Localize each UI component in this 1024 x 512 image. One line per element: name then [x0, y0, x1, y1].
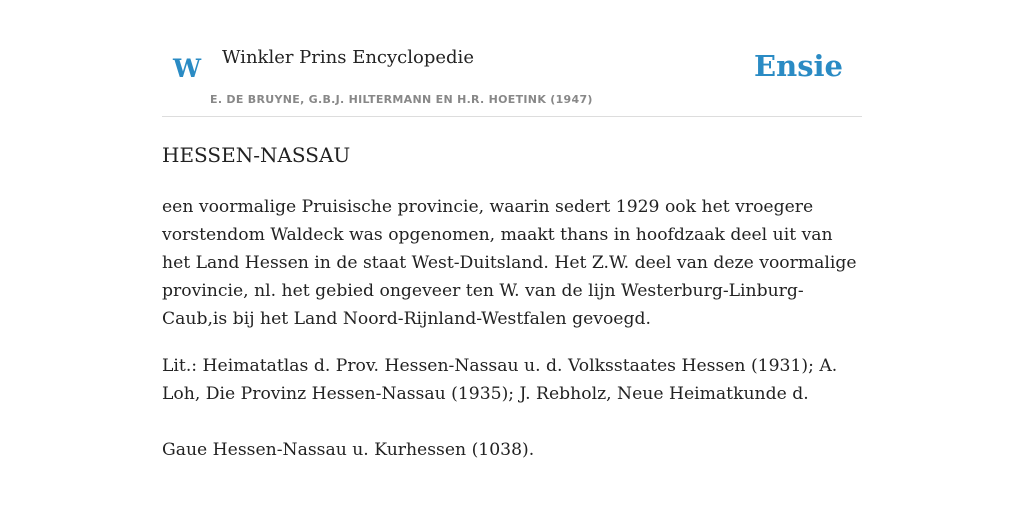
article-literature-continued: Gaue Hessen-Nassau u. Kurhessen (1038). — [162, 440, 535, 460]
encyclopedia-title[interactable]: Winkler Prins Encyclopedie — [222, 47, 474, 68]
ensie-logo-link[interactable]: Ensie — [754, 49, 843, 83]
article — [162, 142, 862, 464]
winkler-prins-logo[interactable]: W — [173, 54, 202, 83]
article-title: HESSEN-NASSAU — [162, 143, 351, 167]
article-literature: Lit.: Heimatatlas d. Prov. Hessen-Nassau u. d. Volksstaates Hessen (1931); A. Loh, Die Provinz Hessen-Nassau (1935); J. Rebholz, Neue Heimatkunde d. — [162, 356, 838, 404]
article-definition: een voormalige Pruisische provincie, waarin sedert 1929 ook het vroegere vorstendom Waldeck was opgenomen, maakt thans in hoofdzaak deel uit van het Land Hessen in de staat West-Duitsland. Het Z.W. deel van deze voormalige provincie, nl. het gebied ongeveer ten W. van de lijn Westerburg-Linburg-Caub,is bij het Land Noord-Rijnland-Westfalen gevoegd. — [162, 197, 857, 329]
header — [162, 40, 862, 117]
encyclopedia-authors: E. DE BRUYNE, G.B.J. HILTERMANN EN H.R. HOETINK (1947) — [210, 93, 593, 106]
